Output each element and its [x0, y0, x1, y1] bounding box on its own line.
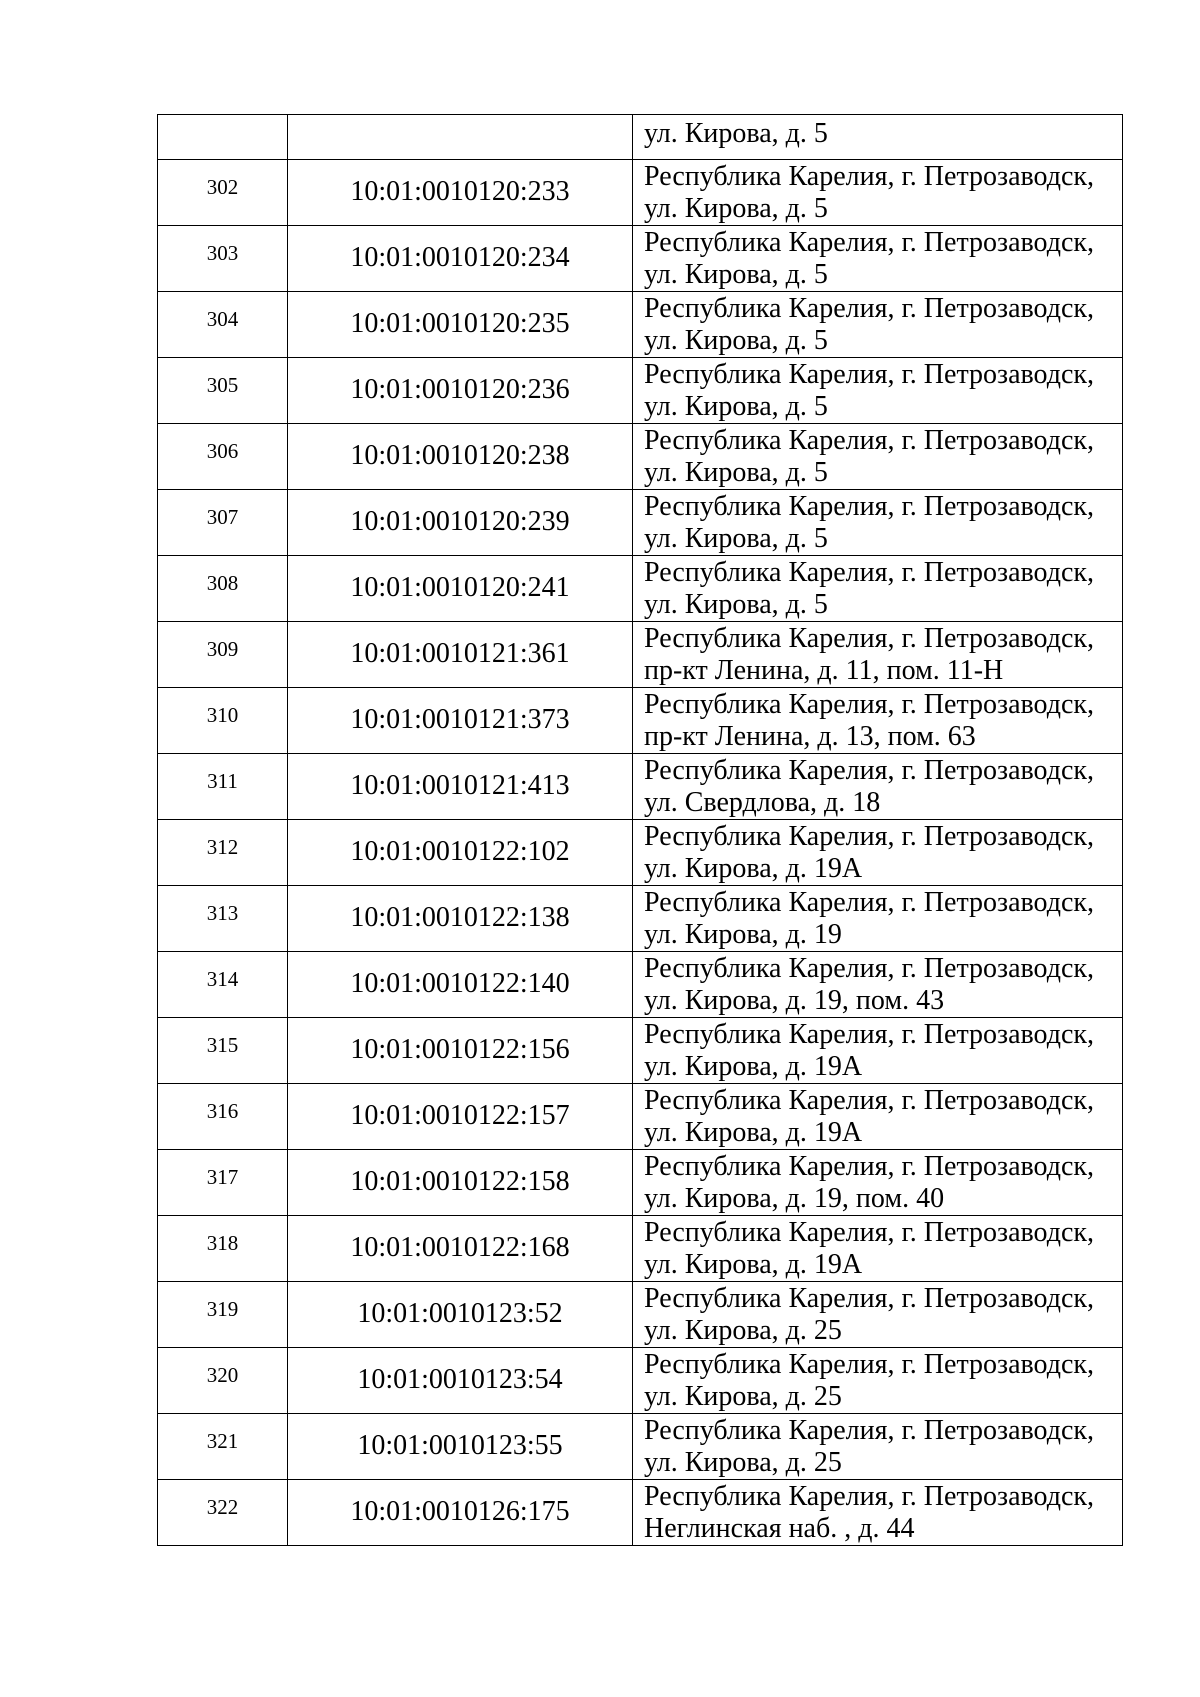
address-cell	[633, 1150, 1123, 1216]
table-row	[158, 1348, 1123, 1414]
address-line-2: ул. Кирова, д. 19	[644, 919, 842, 950]
row-number-cell: 322	[158, 1480, 288, 1546]
cadastral-number-cell: 10:01:0010122:157	[288, 1084, 633, 1150]
cadastral-number-cell: 10:01:0010121:361	[288, 622, 633, 688]
cadastral-number-cell: 10:01:0010120:234	[288, 226, 633, 292]
cadastral-number-cell: 10:01:0010121:413	[288, 754, 633, 820]
table-row	[158, 1480, 1123, 1546]
table-row	[158, 1084, 1123, 1150]
table-row	[158, 952, 1123, 1018]
address-cell	[633, 754, 1123, 820]
address-cell	[633, 490, 1123, 556]
address-cell	[633, 556, 1123, 622]
row-number-cell: 318	[158, 1216, 288, 1282]
address-line-2: пр-кт Ленина, д. 13, пом. 63	[644, 721, 976, 752]
cadastral-number-cell: 10:01:0010120:241	[288, 556, 633, 622]
address-line-2: ул. Свердлова, д. 18	[644, 787, 881, 818]
address-cell	[633, 160, 1123, 226]
address-line-1: Республика Карелия, г. Петрозаводск,	[644, 689, 1095, 720]
table-row	[158, 1216, 1123, 1282]
address-line-2: ул. Кирова, д. 5	[644, 523, 828, 554]
cadastral-number-cell: 10:01:0010123:54	[288, 1348, 633, 1414]
address-cell	[633, 1282, 1123, 1348]
address-line-2: ул. Кирова, д. 5	[644, 259, 828, 290]
row-number-cell: 316	[158, 1084, 288, 1150]
cadastral-number-cell: 10:01:0010120:235	[288, 292, 633, 358]
address-line-1: Республика Карелия, г. Петрозаводск,	[644, 227, 1095, 258]
address-cell	[633, 1480, 1123, 1546]
cadastral-number-cell: 10:01:0010120:239	[288, 490, 633, 556]
property-registry-table	[157, 114, 1123, 1546]
table-row	[158, 1282, 1123, 1348]
address-line-2: ул. Кирова, д. 25	[644, 1381, 842, 1412]
row-number-cell	[158, 115, 288, 160]
row-number-cell: 319	[158, 1282, 288, 1348]
address-line-1: Республика Карелия, г. Петрозаводск,	[644, 491, 1095, 522]
registry-table-body	[158, 115, 1123, 1546]
address-line-2: ул. Кирова, д. 19А	[644, 1051, 863, 1082]
table-row	[158, 688, 1123, 754]
address-line-1: Республика Карелия, г. Петрозаводск,	[644, 1415, 1095, 1446]
row-number-cell: 321	[158, 1414, 288, 1480]
address-line-1: Республика Карелия, г. Петрозаводск,	[644, 1019, 1095, 1050]
cadastral-number-cell: 10:01:0010121:373	[288, 688, 633, 754]
cadastral-number-cell: 10:01:0010122:138	[288, 886, 633, 952]
cadastral-number-cell: 10:01:0010120:233	[288, 160, 633, 226]
cadastral-number-cell: 10:01:0010123:55	[288, 1414, 633, 1480]
address-cell	[633, 820, 1123, 886]
row-number-cell: 308	[158, 556, 288, 622]
table-row	[158, 556, 1123, 622]
address-cell	[633, 1084, 1123, 1150]
address-line-2: ул. Кирова, д. 5	[644, 457, 828, 488]
address-line-2: ул. Кирова, д. 5	[644, 589, 828, 620]
address-line-1: Республика Карелия, г. Петрозаводск,	[644, 359, 1095, 390]
address-cell	[633, 226, 1123, 292]
address-line-2: ул. Кирова, д. 5	[644, 325, 828, 356]
address-cell	[633, 1216, 1123, 1282]
address-line-1: Республика Карелия, г. Петрозаводск,	[644, 293, 1095, 324]
row-number-cell: 313	[158, 886, 288, 952]
cadastral-number-cell: 10:01:0010120:238	[288, 424, 633, 490]
table-row	[158, 1150, 1123, 1216]
address-line-2: ул. Кирова, д. 5	[644, 193, 828, 224]
address-cell	[633, 886, 1123, 952]
table-row	[158, 1018, 1123, 1084]
address-cell	[633, 1018, 1123, 1084]
address-line-1: Республика Карелия, г. Петрозаводск,	[644, 425, 1095, 456]
address-line-2: пр-кт Ленина, д. 11, пом. 11-Н	[644, 655, 1004, 686]
address-cell	[633, 115, 1123, 160]
address-line-2: ул. Кирова, д. 25	[644, 1447, 842, 1478]
cadastral-number-cell: 10:01:0010122:168	[288, 1216, 633, 1282]
table-row	[158, 754, 1123, 820]
address-line-1: Республика Карелия, г. Петрозаводск,	[644, 623, 1095, 654]
cadastral-number-cell: 10:01:0010122:102	[288, 820, 633, 886]
cadastral-number-cell: 10:01:0010126:175	[288, 1480, 633, 1546]
table-row	[158, 820, 1123, 886]
address-cell	[633, 1348, 1123, 1414]
row-number-cell: 304	[158, 292, 288, 358]
address-line-2: ул. Кирова, д. 19А	[644, 1117, 863, 1148]
address-line-2: ул. Кирова, д. 19, пом. 40	[644, 1183, 945, 1214]
table-row	[158, 490, 1123, 556]
table-row	[158, 160, 1123, 226]
row-number-cell: 307	[158, 490, 288, 556]
row-number-cell: 303	[158, 226, 288, 292]
address-cell	[633, 622, 1123, 688]
cadastral-number-cell: 10:01:0010120:236	[288, 358, 633, 424]
row-number-cell: 309	[158, 622, 288, 688]
cadastral-number-cell: 10:01:0010122:140	[288, 952, 633, 1018]
table-row	[158, 622, 1123, 688]
address-line-1: Республика Карелия, г. Петрозаводск,	[644, 1085, 1095, 1116]
address-cell	[633, 292, 1123, 358]
row-number-cell: 305	[158, 358, 288, 424]
cadastral-number-cell: 10:01:0010123:52	[288, 1282, 633, 1348]
row-number-cell: 310	[158, 688, 288, 754]
address-line-2: ул. Кирова, д. 19А	[644, 1249, 863, 1280]
table-row	[158, 424, 1123, 490]
row-number-cell: 312	[158, 820, 288, 886]
address-line-1: Республика Карелия, г. Петрозаводск,	[644, 1349, 1095, 1380]
cadastral-number-cell: 10:01:0010122:156	[288, 1018, 633, 1084]
cadastral-number-cell: 10:01:0010122:158	[288, 1150, 633, 1216]
address-cell	[633, 952, 1123, 1018]
cadastral-number-cell	[288, 115, 633, 160]
table-row	[158, 886, 1123, 952]
row-number-cell: 320	[158, 1348, 288, 1414]
address-cell	[633, 688, 1123, 754]
row-number-cell: 315	[158, 1018, 288, 1084]
table-row	[158, 358, 1123, 424]
address-line-1: Республика Карелия, г. Петрозаводск,	[644, 557, 1095, 588]
row-number-cell: 311	[158, 754, 288, 820]
address-line-2: Неглинская наб. , д. 44	[644, 1513, 915, 1544]
address-line-1: Республика Карелия, г. Петрозаводск,	[644, 1481, 1095, 1512]
address-line-1: Республика Карелия, г. Петрозаводск,	[644, 1217, 1095, 1248]
address-line-2: ул. Кирова, д. 19, пом. 43	[644, 985, 945, 1016]
address-line-1: Республика Карелия, г. Петрозаводск,	[644, 821, 1095, 852]
address-cell	[633, 424, 1123, 490]
address-line-1: Республика Карелия, г. Петрозаводск,	[644, 161, 1095, 192]
table-row-continued	[158, 115, 1123, 160]
row-number-cell: 317	[158, 1150, 288, 1216]
row-number-cell: 302	[158, 160, 288, 226]
address-line-2: ул. Кирова, д. 5	[644, 118, 828, 149]
table-row	[158, 1414, 1123, 1480]
address-line-2: ул. Кирова, д. 5	[644, 391, 828, 422]
table-row	[158, 292, 1123, 358]
address-line-1: Республика Карелия, г. Петрозаводск,	[644, 887, 1095, 918]
address-line-2: ул. Кирова, д. 25	[644, 1315, 842, 1346]
address-line-2: ул. Кирова, д. 19А	[644, 853, 863, 884]
table-row	[158, 226, 1123, 292]
address-line-1: Республика Карелия, г. Петрозаводск,	[644, 1283, 1095, 1314]
row-number-cell: 314	[158, 952, 288, 1018]
address-line-1: Республика Карелия, г. Петрозаводск,	[644, 953, 1095, 984]
row-number-cell: 306	[158, 424, 288, 490]
address-cell	[633, 1414, 1123, 1480]
address-cell	[633, 358, 1123, 424]
address-line-1: Республика Карелия, г. Петрозаводск,	[644, 755, 1095, 786]
address-line-1: Республика Карелия, г. Петрозаводск,	[644, 1151, 1095, 1182]
